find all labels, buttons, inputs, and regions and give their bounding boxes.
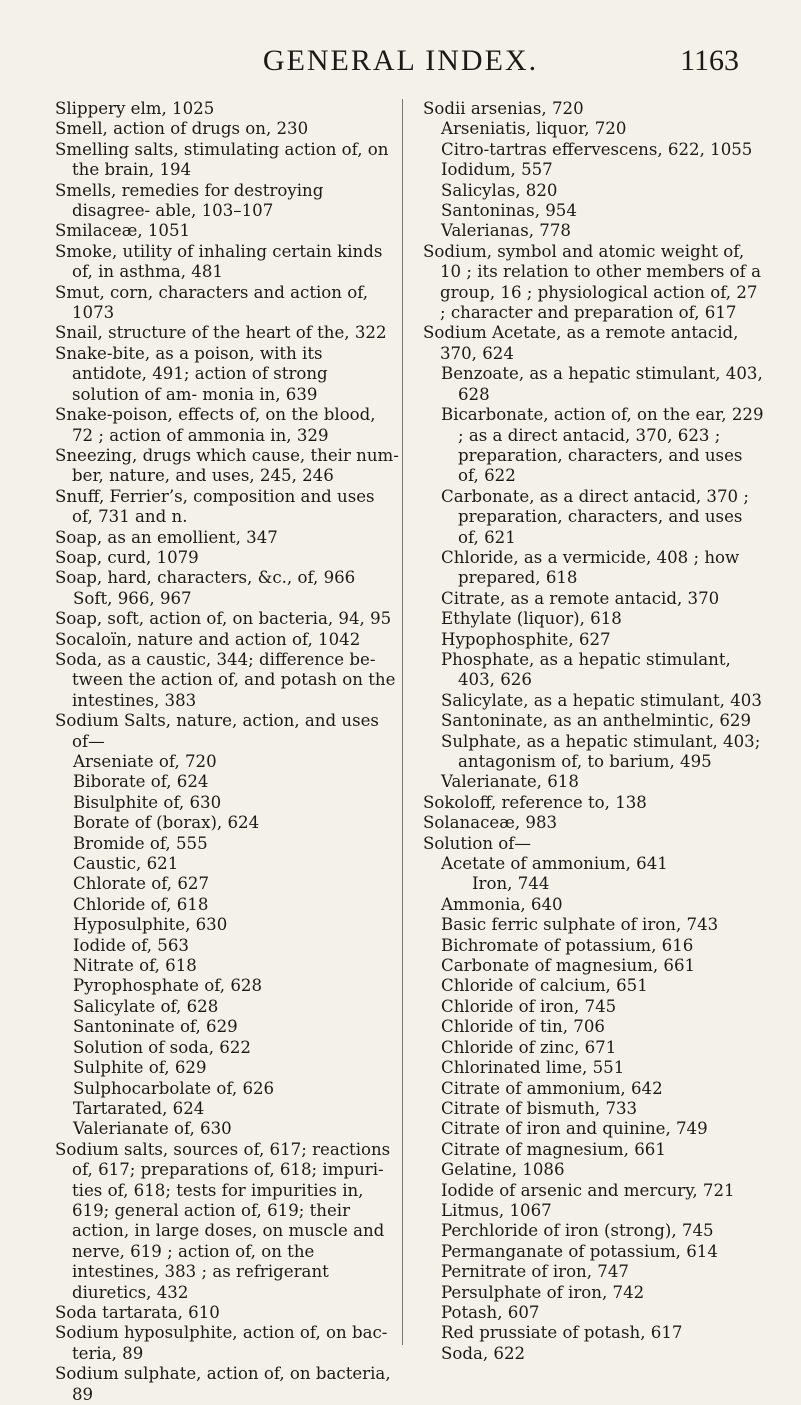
- index-entry: Sodium salts, sources of, 617; reactions of, 617; preparations of, 618; impuri- ties of, 618; tests for impurities in, 619; general action of, 619; their action, in large doses, on muscle and nerve, 619 ; action of, on the intestines, 383 ; as refrigerant diuretics, 432: [55, 1139, 391, 1302]
- index-subentry: Citrate of bismuth, 733: [441, 1098, 638, 1118]
- index-subentry: Hyposulphite, 630: [73, 915, 228, 935]
- index-entry: Solution of—: [423, 833, 532, 853]
- index-subentry: Arseniate of, 720: [73, 752, 217, 771]
- index-subentry: Arseniatis, liquor, 720: [441, 119, 627, 139]
- index-subentry: Bromide of, 555: [73, 833, 208, 853]
- index-subentry: Citro-tartras effervescens, 622, 1055: [441, 139, 753, 159]
- index-entry: Soap, as an emollient, 347: [55, 527, 278, 547]
- index-subentry: Chloride of calcium, 651: [441, 976, 648, 996]
- index-subentry: Chloride of tin, 706: [441, 1017, 605, 1037]
- index-entry: Socaloïn, nature and action of, 1042: [55, 629, 361, 649]
- index-subentry: Citrate, as a remote antacid, 370: [441, 588, 720, 608]
- index-subentry: Nitrate of, 618: [73, 956, 197, 976]
- index-entry: Soap, soft, action of, on bacteria, 94, 95: [55, 609, 392, 629]
- index-entry: Smut, corn, characters and action of, 1073: [55, 282, 369, 323]
- index-subentry: Iodidum, 557: [441, 160, 553, 180]
- index-subentry: Sulphate, as a hepatic stimulant, 403; antagonism of, to barium, 495: [441, 731, 761, 771]
- index-entry: Snake-bite, as a poison, with its antidote, 491; action of strong solution of am- monia in, 639: [55, 343, 328, 404]
- index-subentry: Carbonate of magnesium, 661: [441, 956, 696, 976]
- index-entry: Sokoloff, reference to, 138: [423, 792, 647, 812]
- index-subentry: Chloride of iron, 745: [441, 996, 617, 1016]
- index-subentry: Bicarbonate, action of, on the ear, 229 ; as a direct antacid, 370, 623 ; preparation, characters, and uses of, 622: [441, 405, 764, 486]
- index-subentry: Chloride, as a vermicide, 408 ; how prepared, 618: [441, 547, 740, 588]
- index-subentry: Red prussiate of potash, 617: [441, 1323, 683, 1343]
- index-subentry: Chlorinated lime, 551: [441, 1058, 625, 1078]
- index-entry: Smells, remedies for destroying disagree- able, 103–107: [55, 180, 324, 221]
- index-subentry: Gelatine, 1086: [441, 1160, 565, 1180]
- index-entry: Sodium sulphate, action of, on bacteria, 89: [55, 1364, 391, 1404]
- index-entry: Sodium Acetate, as a remote antacid, 370, 624: [423, 323, 739, 363]
- index-subentry: Phosphate, as a hepatic stimulant, 403, 626: [441, 649, 731, 690]
- left-index-column: [55, 99, 400, 1405]
- index-subentry: Iron, 744: [472, 874, 550, 894]
- index-entry: Soda, as a caustic, 344; difference be- tween the action of, and potash on the intestines, 383: [55, 649, 396, 710]
- page-number: 1163: [680, 44, 739, 77]
- index-subentry: Sulphite of, 629: [73, 1058, 207, 1078]
- index-entry: Sodii arsenias, 720: [423, 99, 584, 118]
- index-entry: Smelling salts, stimulating action of, on the brain, 194: [55, 139, 389, 180]
- index-subentry: Bisulphite of, 630: [73, 792, 222, 812]
- index-subentry: Valerianate, 618: [441, 772, 579, 792]
- right-index-column: [423, 99, 768, 1364]
- index-subentry: Persulphate of iron, 742: [441, 1282, 645, 1302]
- index-subentry: Salicylate of, 628: [73, 996, 219, 1016]
- index-entry: Smell, action of drugs on, 230: [55, 119, 309, 139]
- index-subentry: Potash, 607: [441, 1302, 540, 1322]
- index-subentry: Salicylate, as a hepatic stimulant, 403: [441, 690, 762, 710]
- index-subentry: Citrate of ammonium, 642: [441, 1078, 663, 1098]
- index-entry: Smilaceæ, 1051: [55, 221, 191, 241]
- index-subentry: Acetate of ammonium, 641: [441, 854, 668, 874]
- index-entry: Smoke, utility of inhaling certain kinds of, in asthma, 481: [55, 241, 383, 282]
- index-subentry: Perchloride of iron (strong), 745: [441, 1221, 714, 1241]
- index-subentry: Basic ferric sulphate of iron, 743: [441, 915, 719, 935]
- index-subentry: Sulphocarbolate of, 626: [73, 1078, 275, 1098]
- index-subentry: Santoninate of, 629: [73, 1017, 238, 1037]
- index-entry: Sneezing, drugs which cause, their num- ber, nature, and uses, 245, 246: [55, 445, 399, 486]
- index-subentry: Borate of (borax), 624: [73, 813, 260, 833]
- index-entry: Snail, structure of the heart of the, 322: [55, 323, 387, 343]
- index-entry: Snake-poison, effects of, on the blood, 72 ; action of ammonia in, 329: [55, 405, 376, 445]
- index-entry: Soda tartarata, 610: [55, 1302, 220, 1322]
- index-subentry: Solution of soda, 622: [73, 1037, 251, 1057]
- index-entry: Snuff, Ferrier’s, composition and uses of, 731 and n.: [55, 486, 375, 527]
- index-entry: Sodium hyposulphite, action of, on bac- teria, 89: [55, 1323, 388, 1363]
- running-title: GENERAL INDEX.: [262, 44, 539, 77]
- index-subentry: Ammonia, 640: [441, 894, 563, 914]
- index-entry: Sodium Salts, nature, action, and uses of—: [55, 711, 379, 751]
- index-subentry: Caustic, 621: [73, 854, 179, 874]
- column-divider: [402, 99, 403, 1345]
- index-subentry: Pyrophosphate of, 628: [73, 976, 263, 996]
- index-subentry: Citrate of magnesium, 661: [441, 1139, 666, 1159]
- index-subentry: Biborate of, 624: [73, 772, 209, 792]
- index-subentry: Valerianas, 778: [441, 221, 571, 241]
- index-subentry: Permanganate of potassium, 614: [441, 1241, 718, 1261]
- index-subentry: Benzoate, as a hepatic stimulant, 403, 628: [441, 364, 763, 404]
- index-subentry: Tartarated, 624: [73, 1098, 205, 1118]
- index-subentry: Bichromate of potassium, 616: [441, 935, 694, 955]
- index-entry: Soap, curd, 1079: [55, 547, 199, 567]
- index-subentry: Soda, 622: [441, 1343, 526, 1363]
- index-entry: Solanaceæ, 983: [423, 813, 558, 833]
- index-entry: Soap, hard, characters, &c., of, 966: [55, 568, 356, 588]
- index-subentry: Valerianate of, 630: [73, 1119, 232, 1139]
- index-subentry: Iodide of, 563: [73, 935, 189, 955]
- index-entry: Slippery elm, 1025: [55, 99, 215, 118]
- index-subentry: Chloride of zinc, 671: [441, 1037, 617, 1057]
- index-subentry: Chlorate of, 627: [73, 874, 210, 894]
- index-subentry: Litmus, 1067: [441, 1200, 552, 1220]
- page-header: [0, 44, 801, 84]
- index-subentry: Carbonate, as a direct antacid, 370 ; preparation, characters, and uses of, 621: [441, 486, 749, 547]
- index-subentry: Soft, 966, 967: [73, 588, 192, 608]
- index-subentry: Salicylas, 820: [441, 180, 558, 200]
- index-subentry: Hypophosphite, 627: [441, 629, 611, 649]
- index-subentry: Chloride of, 618: [73, 894, 209, 914]
- index-subentry: Citrate of iron and quinine, 749: [441, 1119, 708, 1139]
- index-subentry: Ethylate (liquor), 618: [441, 609, 622, 629]
- index-subentry: Santoninas, 954: [441, 201, 577, 221]
- index-entry: Sodium, symbol and atomic weight of, 10 ; its relation to other members of a group, 16 ; physiological action of, 27 ; character and preparation of, 617: [423, 241, 761, 323]
- index-subentry: Santoninate, as an anthelmintic, 629: [441, 711, 752, 731]
- index-subentry: Iodide of arsenic and mercury, 721: [441, 1180, 735, 1200]
- index-subentry: Pernitrate of iron, 747: [441, 1262, 629, 1282]
